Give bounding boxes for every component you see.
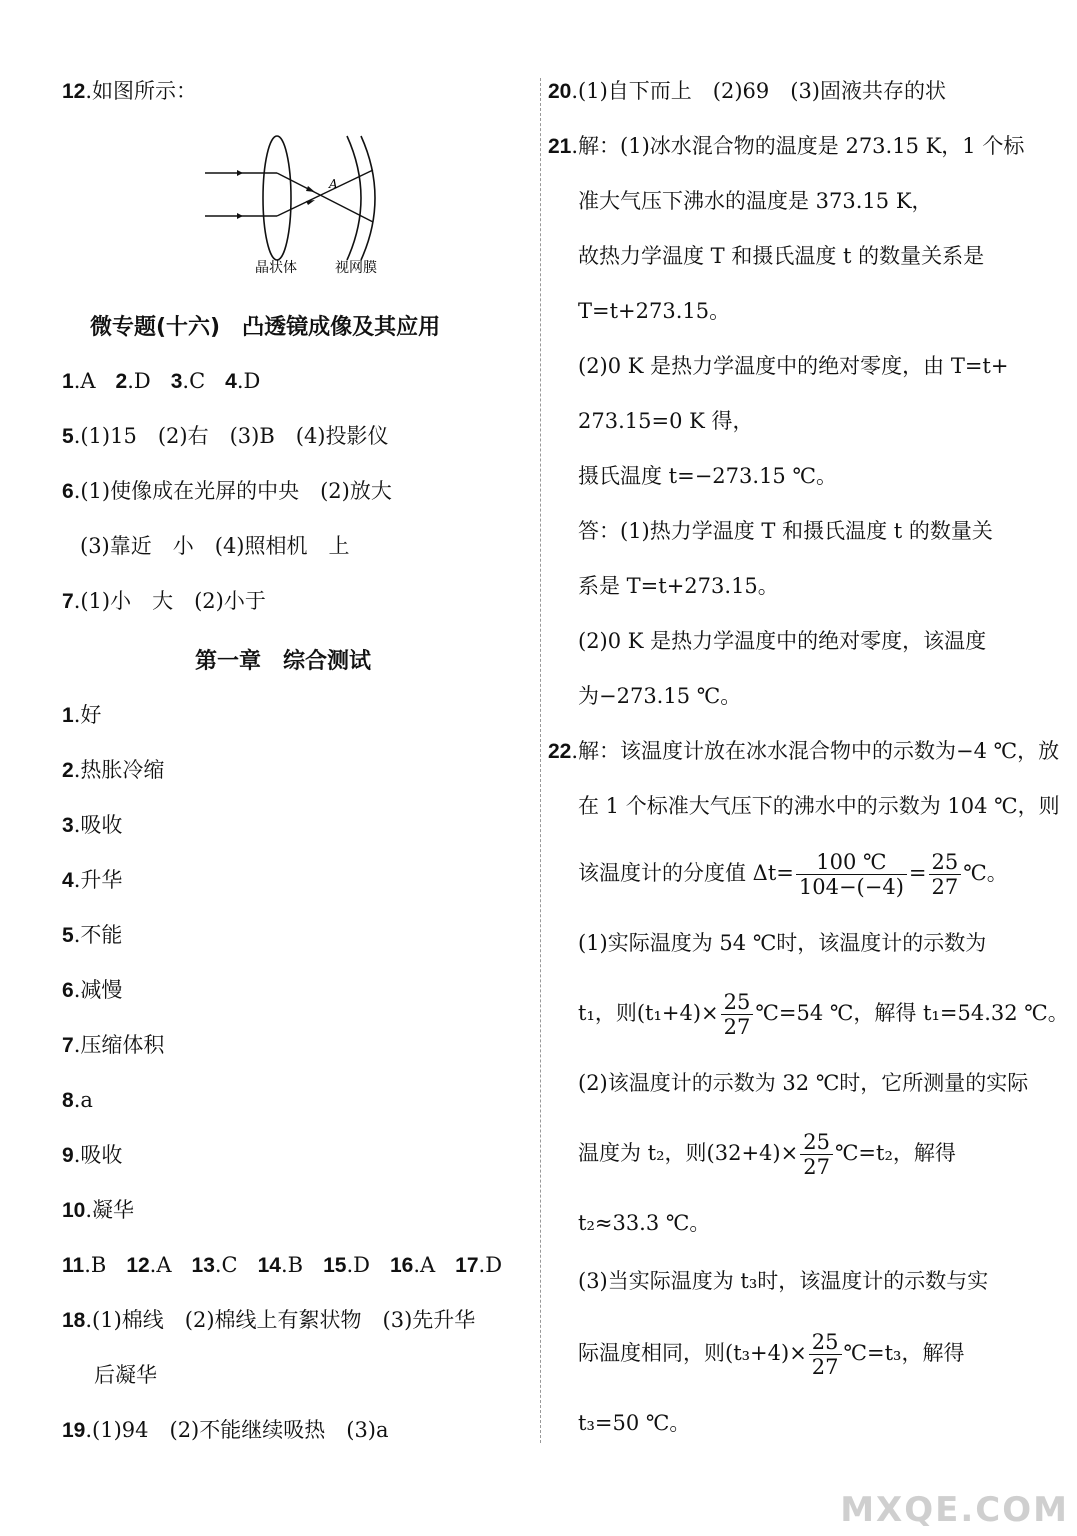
- answer-21-line-2: 准大气压下沸水的温度是 373.15 K，: [578, 189, 933, 213]
- answer-21-line-8: 答：(1)热力学温度 T 和摄氏温度 t 的数量关: [578, 519, 993, 543]
- answer-21-line-1: 21.解：(1)冰水混合物的温度是 273.15 K，1 个标: [548, 134, 1025, 158]
- answer-21-line-6: 273.15=0 K 得，: [578, 409, 754, 433]
- test-answer-18-cont: 后凝华: [94, 1363, 157, 1387]
- test-answer-3: 3.吸收: [62, 813, 123, 837]
- answer-5: 5.(1)15 (2)右 (3)B (4)投影仪: [62, 424, 389, 448]
- answer-21-line-9: 系是 T=t+273.15。: [578, 574, 779, 598]
- answer-22-division-value: 该温度计的分度值 Δt= $\frac{100 ℃}{104-(-4)}$ = $\frac{25}{27}$ ℃。: [578, 850, 1008, 899]
- test-answer-18: 18.(1)棉线 (2)棉线上有絮状物 (3)先升华: [62, 1308, 476, 1332]
- fraction-25-over-27: $\frac{25}{27}$: [800, 1130, 833, 1179]
- test-answers-11-17: 11.B 12.A 13.C 14.B 15.D 16.A 17.D: [62, 1253, 503, 1277]
- retina-label: 视网膜: [335, 260, 377, 276]
- answer-22-line-2: 在 1 个标准大气压下的沸水中的示数为 104 ℃，则: [578, 794, 1060, 818]
- answer-21-line-5: (2)0 K 是热力学温度中的绝对零度，由 T=t+: [578, 354, 1009, 378]
- answer-21-line-7: 摄氏温度 t=−273.15 ℃。: [578, 464, 837, 488]
- test-answer-4: 4.升华: [62, 868, 123, 892]
- answer-7: 7.(1)小 大 (2)小于: [62, 589, 266, 613]
- answers-1-4: 1.A 2.D 3.C 4.D: [62, 369, 261, 393]
- answer-22-line-7: 温度为 t₂，则(32+4)× $\frac{25}{27}$ ℃=t₂，解得: [578, 1130, 956, 1179]
- test-answer-1: 1.好: [62, 703, 102, 727]
- test-answer-2: 2.热胀冷缩: [62, 758, 165, 782]
- fraction-100-over-108: $\frac{100 ℃}{104-(-4)}$: [796, 850, 907, 899]
- test-answer-9: 9.吸收: [62, 1143, 123, 1167]
- answer-22-line-1: 22.解：该温度计放在冰水混合物中的示数为−4 ℃，放: [548, 739, 1060, 763]
- answer-22-line-5: t₁，则(t₁+4)× $\frac{25}{27}$ ℃=54 ℃，解得 t₁=54.32 ℃。: [578, 990, 1069, 1039]
- answer-22-line-9: (3)当实际温度为 t₃时，该温度计的示数与实: [578, 1269, 989, 1293]
- point-a-label: A: [329, 177, 338, 191]
- test-answer-7: 7.压缩体积: [62, 1033, 165, 1057]
- column-divider: [540, 78, 541, 1443]
- answer-21-line-10: (2)0 K 是热力学温度中的绝对零度，该温度: [578, 629, 987, 653]
- answer-22-line-8: t₂≈33.3 ℃。: [578, 1211, 711, 1235]
- answer-21-line-3: 故热力学温度 T 和摄氏温度 t 的数量关系是: [578, 244, 985, 268]
- test-answer-6: 6.减慢: [62, 978, 123, 1002]
- section-title-chapter-test: 第一章 综合测试: [195, 649, 372, 674]
- lens-label: 晶状体: [255, 260, 297, 276]
- fraction-25-over-27: $\frac{25}{27}$: [721, 990, 754, 1039]
- fraction-25-over-27: $\frac{25}{27}$: [809, 1330, 842, 1379]
- section-title-micro-topic: 微专题(十六) 凸透镜成像及其应用: [90, 315, 441, 340]
- answer-6-cont: (3)靠近 小 (4)照相机 上: [80, 534, 350, 558]
- fraction-25-over-27: $\frac{25}{27}$: [929, 850, 962, 899]
- watermark: MXQE.COM: [840, 1490, 1069, 1530]
- answer-21-line-11: 为−273.15 ℃。: [578, 684, 742, 708]
- answer-22-line-6: (2)该温度计的示数为 32 ℃时，它所测量的实际: [578, 1071, 1029, 1095]
- answer-22-line-10: 际温度相同，则(t₃+4)× $\frac{25}{27}$ ℃=t₃，解得: [578, 1330, 965, 1379]
- answer-6: 6.(1)使像成在光屏的中央 (2)放大: [62, 479, 392, 503]
- test-answer-8: 8.a: [62, 1088, 93, 1112]
- answer-22-line-4: (1)实际温度为 54 ℃时，该温度计的示数为: [578, 931, 987, 955]
- question-12: 12.如图所示：: [62, 79, 198, 103]
- answer-21-line-4: T=t+273.15。: [578, 299, 731, 323]
- test-answer-5: 5.不能: [62, 923, 123, 947]
- lens-diagram: [195, 128, 405, 278]
- answer-20: 20.(1)自下而上 (2)69 (3)固液共存的状: [548, 79, 946, 103]
- test-answer-10: 10.凝华: [62, 1198, 135, 1222]
- answer-22-line-11: t₃=50 ℃。: [578, 1411, 691, 1435]
- test-answer-19: 19.(1)94 (2)不能继续吸热 (3)a: [62, 1418, 389, 1442]
